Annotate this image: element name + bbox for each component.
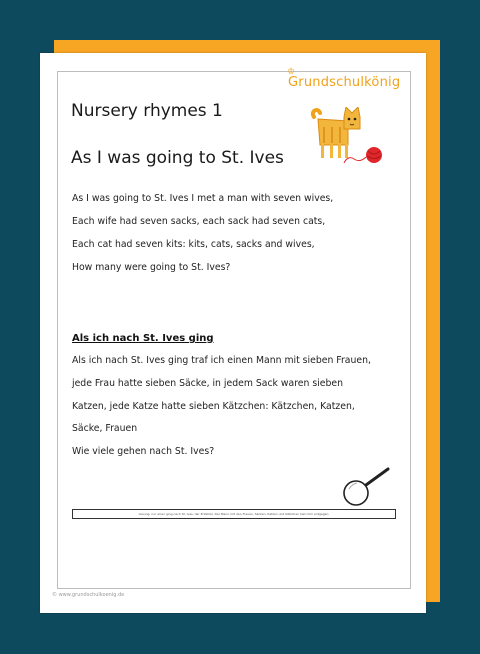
- english-line-1: As I was going to St. Ives I met a man with seven wives,: [72, 193, 334, 204]
- german-line-5: Wie viele gehen nach St. Ives?: [72, 446, 215, 457]
- english-line-4: How many were going to St. Ives?: [72, 262, 231, 273]
- german-line-2: jede Frau hatte sieben Säcke, in jedem Sack waren sieben: [72, 378, 344, 389]
- german-line-3: Katzen, jede Katze hatte sieben Kätzchen: Kätzchen, Katzen,: [72, 401, 355, 412]
- english-line-3: Each cat had seven kits: kits, cats, sacks and wives,: [72, 239, 315, 250]
- footer-credit: © www.grundschulkoenig.de: [52, 592, 125, 598]
- crown-icon: ♔: [287, 67, 296, 77]
- english-line-2: Each wife had seven sacks, each sack had seven cats,: [72, 216, 326, 227]
- yarn-ball-icon: [344, 147, 382, 163]
- brand-logo: Grundschulkönig: [288, 75, 401, 90]
- german-line-4: Säcke, Frauen: [72, 423, 138, 434]
- rhyme-title: As I was going to St. Ives: [71, 148, 284, 168]
- page-title: Nursery rhymes 1: [71, 101, 223, 121]
- german-line-1: Als ich nach St. Ives ging traf ich einen Mann mit sieben Frauen,: [72, 355, 371, 366]
- solution-strip: Lösung: nur einer ging nach St. Ives, der Erzähler. Der Mann mit den Frauen, Säcken, Katzen und Kätzchen kam ihm entgegen.: [72, 509, 396, 519]
- german-heading: Als ich nach St. Ives ging: [72, 333, 214, 344]
- worksheet-page: [40, 53, 426, 613]
- magnifying-glass-icon: [340, 465, 396, 509]
- cat-illustration: [308, 107, 408, 169]
